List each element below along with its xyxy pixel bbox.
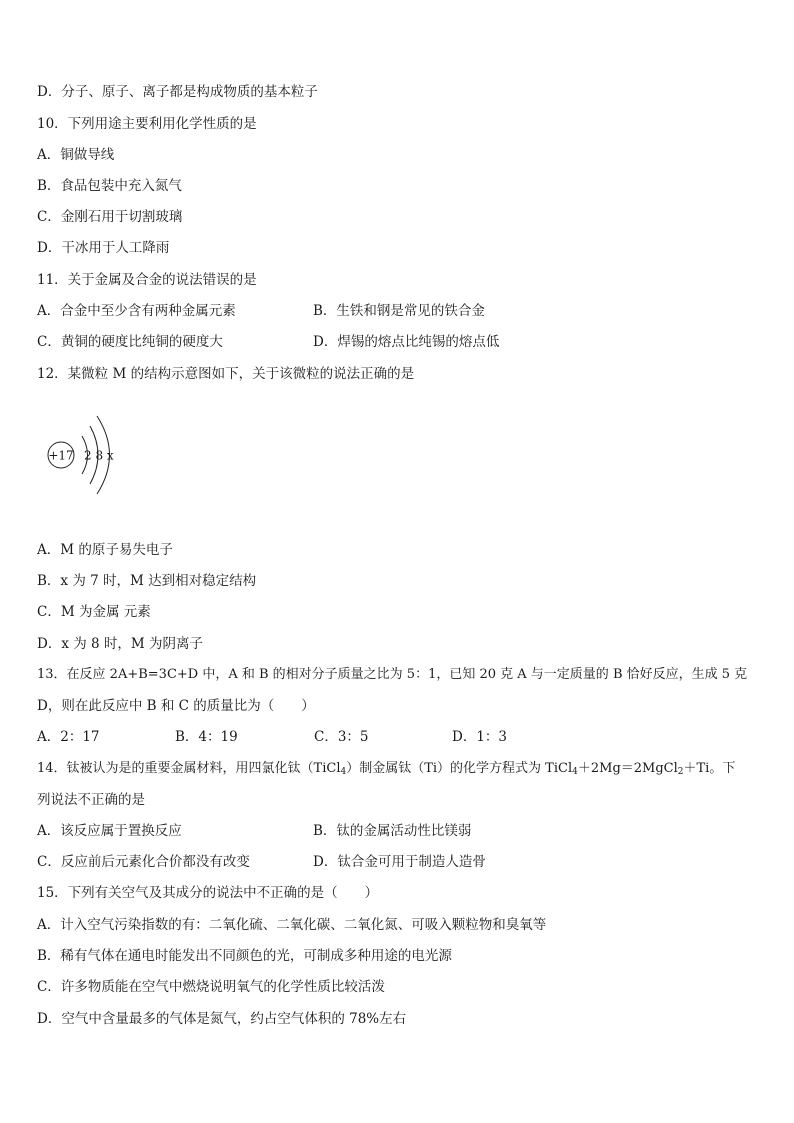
- q12-option-d: D．x 为 8 时，M 为阴离子: [37, 636, 204, 652]
- q15-option-b: B．稀有气体在通电时能发出不同颜色的光，可制成多种用途的电光源: [37, 948, 452, 964]
- q13-option-b: B．4：19: [175, 729, 238, 745]
- q14-stem-line2: 列说法不正确的是: [37, 792, 145, 808]
- q13-option-a: A．2：17: [37, 729, 100, 745]
- q15-option-d: D．空气中含量最多的气体是氮气，约占空气体积的 78%左右: [37, 1011, 407, 1027]
- q11-option-a: A．合金中至少含有两种金属元素: [37, 303, 236, 319]
- q11-option-b: B．生铁和钢是常见的铁合金: [313, 303, 485, 319]
- q12-option-b: B．x 为 7 时，M 达到相对稳定结构: [37, 573, 257, 589]
- q14-option-d: D．钛合金可用于制造人造骨: [313, 854, 486, 870]
- q11-option-c: C．黄铜的硬度比纯铜的硬度大: [37, 334, 223, 350]
- q13-stem-line1: 13．在反应 2A+B=3C+D 中，A 和 B 的相对分子质量之比为 5：1，已知 20 克 A 与一定质量的 B 恰好反应，生成 5 克: [37, 667, 748, 682]
- q14-option-a: A．该反应属于置换反应: [37, 823, 182, 839]
- nucleus-charge: +17: [48, 448, 74, 463]
- q14-stem-line1: 14．钛被认为是的重要金属材料，用四氯化钛（TiCl$_4$）制金属钛（Ti）的化学方程式为 TiCl$_4$＋2Mg＝2MgCl$_2$＋Ti。下: [37, 761, 736, 777]
- q10-option-a: A．铜做导线: [37, 147, 115, 163]
- q15-stem: 15．下列有关空气及其成分的说法中不正确的是（ ）: [37, 885, 379, 901]
- q15-option-a: A．计入空气污染指数的有：二氧化硫、二氧化碳、二氧化氮、可吸入颗粒物和臭氧等: [37, 917, 547, 933]
- q10-stem: 10．下列用途主要利用化学性质的是: [37, 116, 257, 132]
- q14-option-c: C．反应前后元素化合价都没有改变: [37, 854, 250, 870]
- q10-option-c: C．金刚石用于切割玻璃: [37, 209, 183, 225]
- atomic-structure-diagram: [42, 408, 132, 503]
- q12-option-a: A．M 的原子易失电子: [37, 542, 173, 558]
- shell-electron-counts: 2 8 x: [84, 448, 114, 463]
- q11-stem: 11．关于金属及合金的说法错误的是: [37, 272, 257, 288]
- q13-option-d: D．1：3: [452, 729, 508, 745]
- q10-option-d: D．干冰用于人工降雨: [37, 240, 170, 256]
- q11-option-d: D．焊锡的熔点比纯锡的熔点低: [313, 334, 500, 350]
- q12-option-c: C．M 为金属 元素: [37, 604, 151, 620]
- q13-stem-line2: D，则在此反应中 B 和 C 的质量比为（ ）: [37, 698, 315, 714]
- q10-option-b: B．食品包装中充入氮气: [37, 178, 182, 194]
- q13-option-c: C．3：5: [314, 729, 369, 745]
- q9-option-d: D．分子、原子、离子都是构成物质的基本粒子: [37, 84, 318, 100]
- q14-option-b: B．钛的金属活动性比镁弱: [313, 823, 472, 839]
- q12-stem: 12．某微粒 M 的结构示意图如下，关于该微粒的说法正确的是: [37, 366, 415, 382]
- q15-option-c: C．许多物质能在空气中燃烧说明氧气的化学性质比较活泼: [37, 979, 385, 995]
